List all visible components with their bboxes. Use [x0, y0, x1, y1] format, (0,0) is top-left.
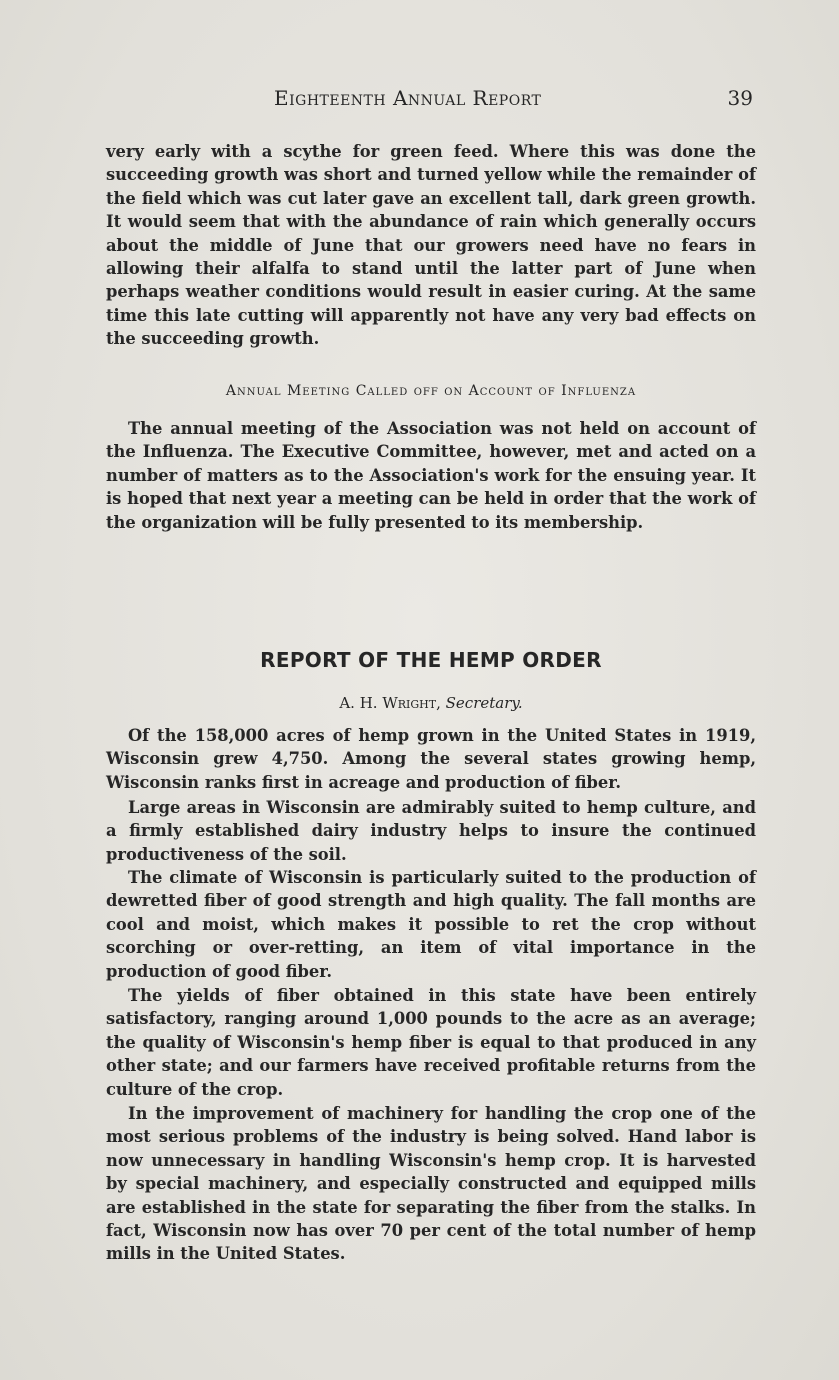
- byline-author: A. H. Wright,: [339, 694, 441, 712]
- byline-role: Secretary.: [445, 694, 523, 712]
- hemp-paragraph-yields: The yields of fiber obtained in this state have been entirely satisfactory, ranging around 1,000 pounds to the acre as an average; the quality of Wisconsin's hemp fiber is equal to that produced in any other state; and our farmers have received profitable returns from the culture of the crop.: [106, 986, 756, 1099]
- hemp-paragraph-climate: The climate of Wisconsin is particularly suited to the production of dewretted fiber of good strength and high quality. The fall months are cool and moist, which makes it possible to ret the crop without scorching or over-retting, an item of vital importance in the production of good fiber.: [106, 868, 756, 981]
- running-title: Eighteenth Annual Report: [274, 86, 542, 110]
- hemp-paragraph-acreage: Of the 158,000 acres of hemp grown in the United States in 1919, Wisconsin grew 4,750. Among the several states growing hemp, Wisconsin ranks first in acreage and production of fiber.: [106, 726, 756, 792]
- hemp-paragraph-soil: Large areas in Wisconsin are admirably suited to hemp culture, and a firmly established dairy industry helps to insure the continued productiveness of the soil.: [106, 798, 756, 864]
- page-number: 39: [727, 86, 753, 110]
- section-heading-annual-meeting: Annual Meeting Called off on Account of Influenza: [225, 383, 637, 399]
- running-head: [106, 84, 755, 114]
- report-title: REPORT OF THE HEMP ORDER: [260, 648, 602, 672]
- byline: [106, 694, 756, 712]
- annual-meeting-paragraph: The annual meeting of the Association was not held on account of the Influenza. The Executive Committee, however, met and acted on a number of matters as to the Association's work for the ensuing year. It is hoped that next year a meeting can be held in order that the work of the organization will be fully presented to its membership.: [106, 419, 756, 532]
- continuation-paragraph: very early with a scythe for green feed. Where this was done the succeeding growth was short and turned yellow while the remainder of the field which was cut later gave an excellent tall, dark green growth. It would seem that with the abundance of rain which generally occurs about the middle of June that our growers need have no fears in allowing their alfalfa to stand until the latter part of June when perhaps weather conditions would result in easier curing. At the same time this late cutting will apparently not have any very bad effects on the succeeding growth.: [106, 142, 756, 349]
- hemp-paragraph-machinery: In the improvement of machinery for handling the crop one of the most serious problems of the industry is being solved. Hand labor is now unnecessary in handling Wisconsin's hemp crop. It is harvested by special machinery, and especially constructed and equipped mills are established in the state for separating the fiber from the stalks. In fact, Wisconsin now has over 70 per cent of the total number of hemp mills in the United States.: [106, 1104, 756, 1264]
